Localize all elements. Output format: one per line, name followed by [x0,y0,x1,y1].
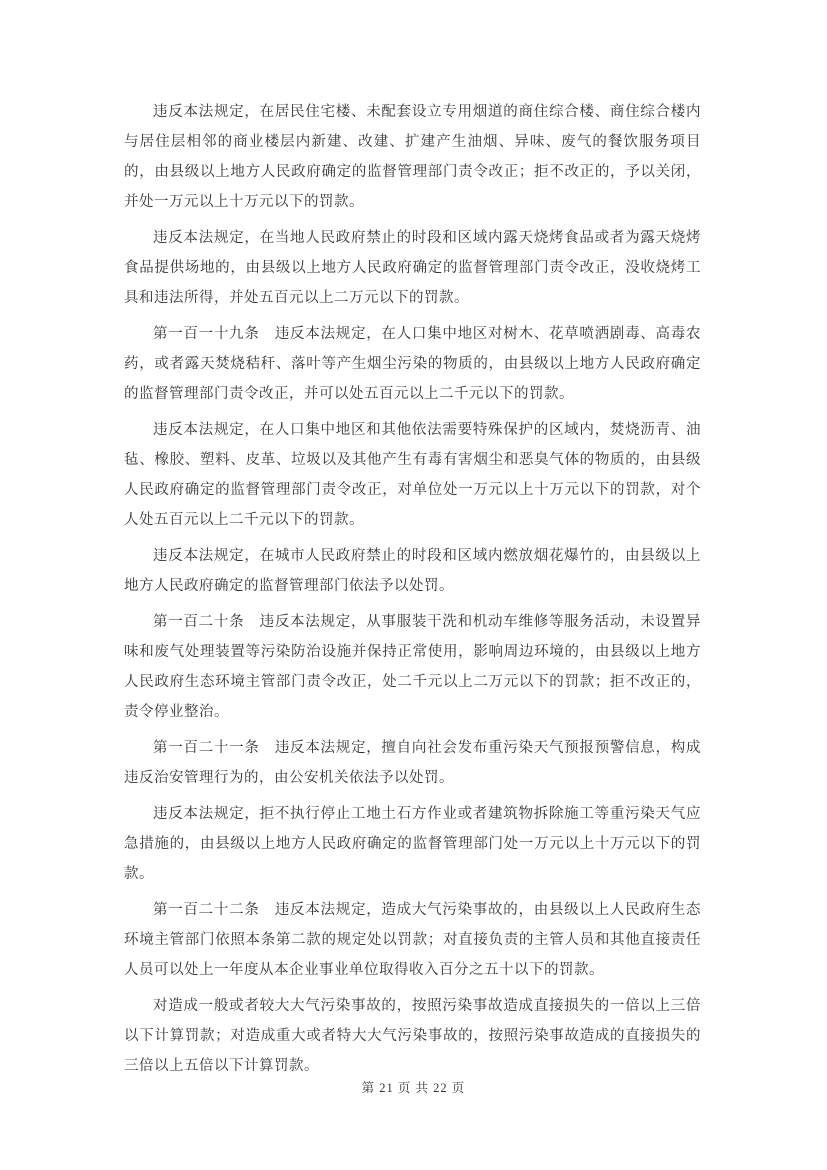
paragraph: 违反本法规定，在人口集中地区和其他依法需要特殊保护的区域内，焚烧沥青、油毡、橡胶、塑料、皮革、垃圾以及其他产生有毒有害烟尘和恶臭气体的物质的，由县级人民政府确定的监督管理部门责令改正，对单位处一万元以上十万元以下的罚款，对个人处五百元以上二千元以下的罚款。 [124,422,701,528]
paragraph-article-122: 第一百二十二条 违反本法规定，造成大气污染事故的，由县级以上人民政府生态环境主管部门依照本条第二款的规定处以罚款；对直接负责的主管人员和其他直接责任人员可以处上一年度从本企业事业单位取得收入百分之五十以下的罚款。 [124,902,701,978]
paragraph: 违反本法规定，在居民住宅楼、未配套设立专用烟道的商住综合楼、商住综合楼内与居住层相邻的商业楼层内新建、改建、扩建产生油烟、异味、废气的餐饮服务项目的，由县级以上地方人民政府确定的监督管理部门责令改正；拒不改正的，予以关闭，并处一万元以上十万元以下的罚款。 [124,104,701,210]
paragraph: 违反本法规定，在当地人民政府禁止的时段和区域内露天烧烤食品或者为露天烧烤食品提供场地的，由县级以上地方人民政府确定的监督管理部门责令改正，没收烧烤工具和违法所得，并处五百元以上二万元以下的罚款。 [124,230,701,306]
page-number-footer: 第 21 页 共 22 页 [361,1081,466,1095]
paragraph: 对造成一般或者较大大气污染事故的，按照污染事故造成直接损失的一倍以上三倍以下计算罚款；对造成重大或者特大大气污染事故的，按照污染事故造成的直接损失的三倍以上五倍以下计算罚款。 [124,998,701,1074]
paragraph: 违反本法规定，在城市人民政府禁止的时段和区域内燃放烟花爆竹的，由县级以上地方人民政府确定的监督管理部门依法予以处罚。 [124,548,701,594]
paragraph-article-120: 第一百二十条 违反本法规定，从事服装干洗和机动车维修等服务活动，未设置异味和废气处理装置等污染防治设施并保持正常使用，影响周边环境的，由县级以上地方人民政府生态环境主管部门责令改正，处二千元以上二万元以下的罚款；拒不改正的，责令停业整治。 [124,614,701,720]
paragraph-article-121: 第一百二十一条 违反本法规定，擅自向社会发布重污染天气预报预警信息，构成违反治安管理行为的，由公安机关依法予以处罚。 [124,740,701,786]
paragraph: 违反本法规定，拒不执行停止工地土石方作业或者建筑物拆除施工等重污染天气应急措施的，由县级以上地方人民政府确定的监督管理部门处一万元以上十万元以下的罚款。 [124,806,701,882]
paragraph-article-119: 第一百一十九条 违反本法规定，在人口集中地区对树木、花草喷洒剧毒、高毒农药，或者露天焚烧秸秆、落叶等产生烟尘污染的物质的，由县级以上地方人民政府确定的监督管理部门责令改正，并可以处五百元以上二千元以下的罚款。 [124,326,701,402]
